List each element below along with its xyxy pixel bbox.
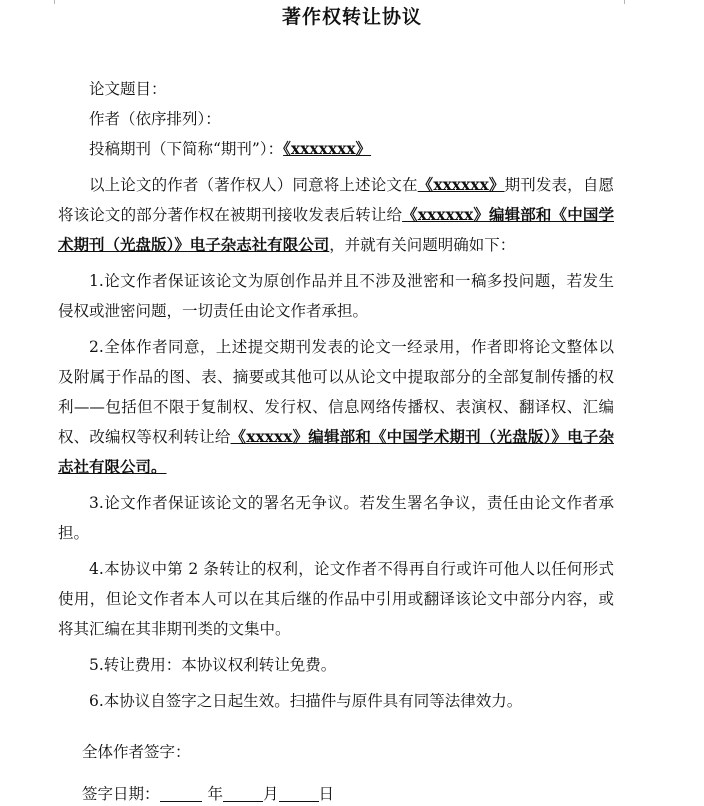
clause-4: 4.本协议中第 2 条转让的权利，论文作者不得再自行或许可他人以任何形式使用，但论文作者本人可以在其后继的作品中引用或翻译该论文中部分内容，或将其汇编在其非期刊类的文集中。 xyxy=(58,560,614,638)
journal-field-label: 投稿期刊（下简称“期刊”）： xyxy=(89,140,284,158)
signature-label: 全体作者签字： xyxy=(82,743,191,761)
year-blank xyxy=(160,785,202,802)
month-blank xyxy=(223,785,263,802)
document-title: 著作权转让协议 xyxy=(281,6,422,28)
clause-5: 5.转让费用：本协议权利转让免费。 xyxy=(89,656,337,674)
clause-1: 1.论文作者保证该论文为原创作品并且不涉及泄密和一稿多投问题，若发生侵权或泄密问题，一切责任由论文作者承担。 xyxy=(58,272,614,320)
intro-text-1: 以上论文的作者（著作权人）同意将上述论文在 xyxy=(89,176,418,194)
clause-3: 3.论文作者保证该论文的署名无争议。若发生署名争议，责任由论文作者承担。 xyxy=(58,494,614,542)
intro-journal-name: 《xxxxxx》 xyxy=(417,175,505,194)
journal-field xyxy=(58,134,614,164)
intro-text-3: ，并就有关问题明确如下： xyxy=(329,236,516,254)
intro-transferee: 《xxxxxx》编辑部和《中国学术期刊（光盘版）》电子杂志社有限公司 xyxy=(58,205,614,254)
month-label: 月 xyxy=(263,785,279,803)
intro-text-2: 期刊发表，自愿将该论文的部分著作权在被期刊接收发表后转让给 xyxy=(58,176,614,224)
clause-2-text: 2.全体作者同意，上述提交期刊发表的论文一经录用，作者即将论文整体以及附属于作品的图、表、摘要或其他可以从论文中提取部分的全部复制传播的权利——包括但不限于复制权、发行权、信息网络传播权、表演权、翻译权、汇编权、改编权等权利转让给 xyxy=(58,338,614,446)
clause-2-transferee: 《xxxxx》编辑部和《中国学术期刊（光盘版）》电子杂志社有限公司。 xyxy=(58,427,614,476)
day-blank xyxy=(279,785,319,802)
date-label: 签字日期： xyxy=(82,785,160,803)
clause-2 xyxy=(58,332,614,482)
authors-field: 作者（依序排列）： xyxy=(89,110,221,128)
year-label: 年 xyxy=(207,785,224,803)
journal-field-value: 《xxxxxxx》 xyxy=(283,139,372,158)
paper-title-field: 论文题目： xyxy=(89,80,167,98)
signature-date-line xyxy=(82,782,334,804)
clause-6: 6.本协议自签字之日起生效。扫描件与原件具有同等法律效力。 xyxy=(89,692,523,710)
document-body xyxy=(58,74,614,716)
day-label: 日 xyxy=(318,785,335,803)
intro-paragraph xyxy=(58,170,614,260)
